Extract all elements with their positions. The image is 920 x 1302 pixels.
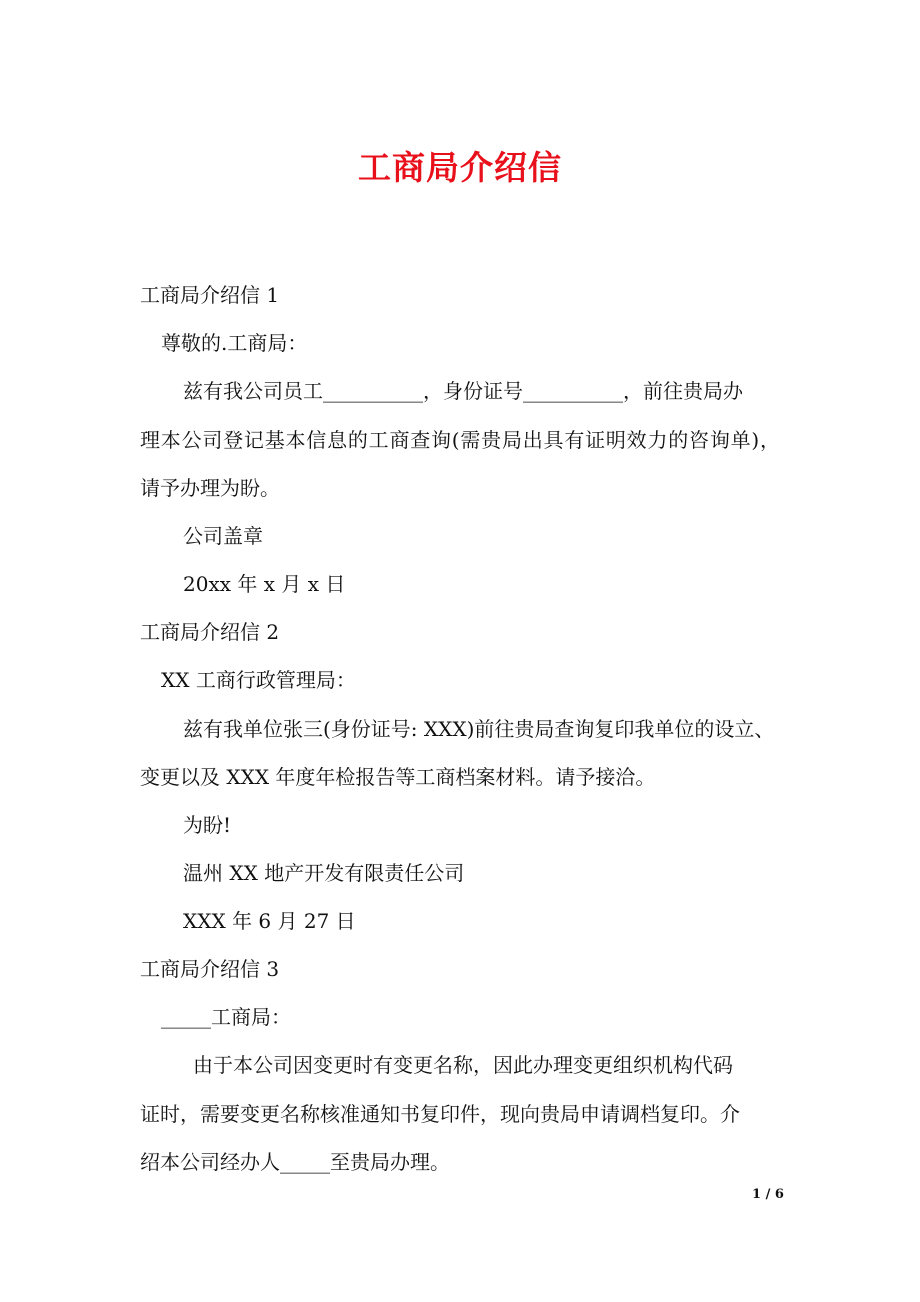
letter2-date: XXX 年 6 月 27 日	[183, 909, 356, 933]
letter1-seal: 公司盖章	[183, 524, 263, 548]
letter1-body-line: 兹有我公司员工__________，身份证号__________，前往贵局办	[183, 379, 743, 403]
letter1-body-line: 理本公司登记基本信息的工商查询(需贵局出具有证明效力的咨询单)，	[140, 428, 780, 452]
letter2-heading: 工商局介绍信 2	[140, 620, 280, 644]
letter2-body-line: 变更以及 XXX 年度年检报告等工商档案材料。请予接洽。	[140, 765, 656, 789]
letter3-heading: 工商局介绍信 3	[140, 957, 280, 981]
letter1-date: 20xx 年 x 月 x 日	[183, 572, 346, 596]
letter1-body-line: 请予办理为盼。	[140, 476, 280, 500]
letter2-closing: 为盼!	[183, 813, 232, 837]
letter1-salutation: 尊敬的.工商局：	[161, 331, 308, 355]
letter2-salutation: XX 工商行政管理局：	[161, 668, 356, 692]
letter3-body-line: 由于本公司因变更时有变更名称，因此办理变更组织机构代码	[193, 1053, 733, 1077]
document-title: 工商局介绍信	[358, 148, 562, 187]
letter2-body-line: 兹有我单位张三(身份证号: XXX)前往贵局查询复印我单位的设立、	[183, 717, 775, 741]
letter3-salutation: _____工商局：	[161, 1005, 291, 1029]
letter1-heading: 工商局介绍信 1	[140, 283, 280, 307]
letter3-body-line: 绍本公司经办人_____至贵局办理。	[140, 1150, 450, 1174]
letter2-company: 温州 XX 地产开发有限责任公司	[183, 861, 465, 885]
page-indicator: 1 / 6	[752, 1187, 784, 1202]
letter3-body-line: 证时，需要变更名称核准通知书复印件，现向贵局申请调档复印。介	[140, 1102, 740, 1126]
